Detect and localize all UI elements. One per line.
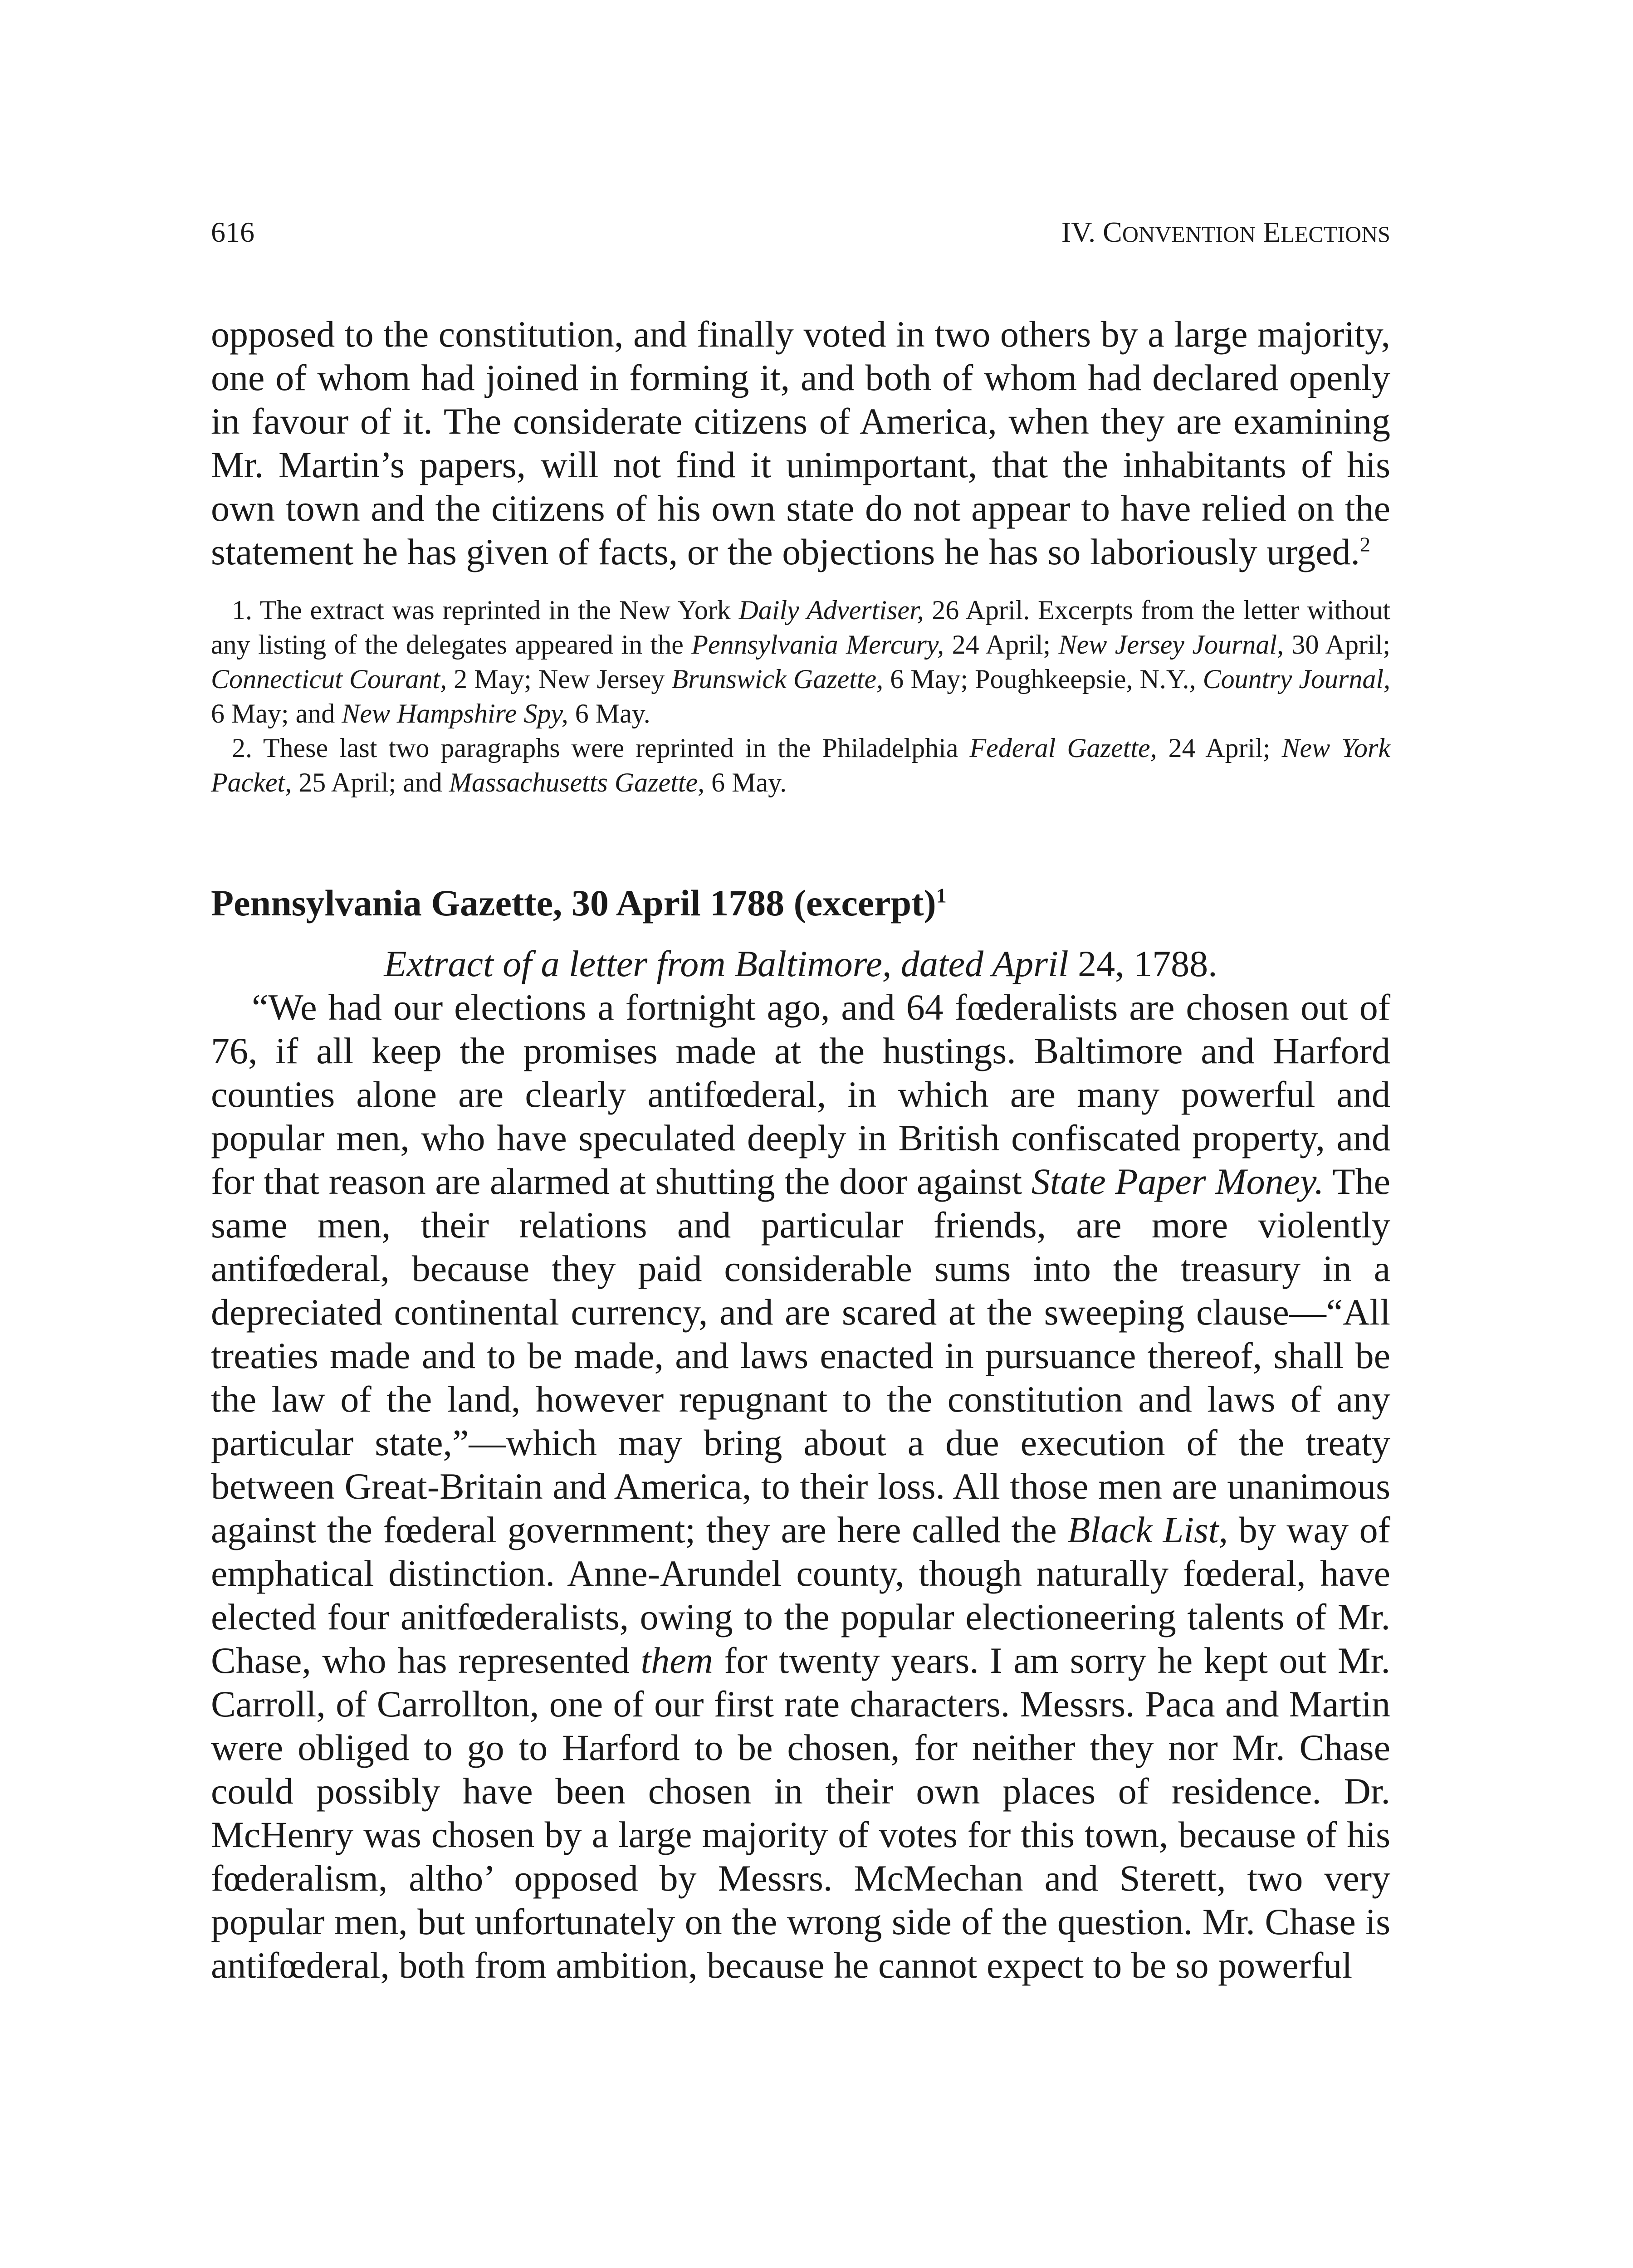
letter-dateline: Extract of a letter from Baltimore, dated April 24, 1788. (384, 943, 1217, 984)
section-heading: IV. CONVENTION ELECTIONS (1061, 216, 1390, 248)
section-footnote-ref: 1 (936, 884, 947, 907)
footnote-ref: 2 (1360, 533, 1371, 556)
running-head (211, 218, 1390, 247)
letter-text: “We had our elections a fortnight ago, and 64 fœderalists are chosen out of 76, if all keep the promises made at the hustings. Baltimore and Harford counties alone are clearly antifœderal, in which are many powerful and popular men, who have speculated deeply in British confiscated property, and for that reason are alarmed at shutting the door against State Paper Money. The same men, their relations and particular friends, are more violently antifœderal, because they paid considerable sums into the treasury in a depreciated continental currency, and are scared at the sweeping clause—“All treaties made and to be made, and laws enacted in pursuance thereof, shall be the law of the land, however repugnant to the constitution and laws of any particular state,”—which may bring about a due execution of the treaty between Great-Britain and America, to their loss. All those men are unanimous against the fœderal government; they are here called the Black List, by way of emphatical distinction. Anne-Arundel county, though naturally fœderal, have elected four anitfœderalists, owing to the popular electioneering talents of Mr. Chase, who has represented them for twenty years. I am sorry he kept out Mr. Carroll, of Carrollton, one of our first rate characters. Messrs. Paca and Martin were obliged to go to Harford to be chosen, for neither they nor Mr. Chase could possibly have been chosen in their own places of residence. Dr. McHenry was chosen by a large majority of votes for this town, because of his fœderalism, altho’ opposed by Messrs. McMechan and Sterett, two very popular men, but unfortunately on the wrong side of the question. Mr. Chase is antifœderal, both from ambition, because he cannot expect to be so powerful (211, 987, 1391, 1986)
footnotes (211, 593, 1390, 800)
page-number: 616 (211, 216, 254, 248)
footnote-2: 2. These last two paragraphs were reprinted in the Philadelphia Federal Gazette, 24 April; New York Packet, 25 April; and Massachusetts Gazette, 6 May. (211, 733, 1391, 797)
document-page (211, 218, 1390, 1987)
footnote-1: 1. The extract was reprinted in the New York Daily Advertiser, 26 April. Excerpts from the letter without any listing of the delegates appeared in the Pennsylvania Mercury, 24 April; New Jersey Journal, 30 April; Connecticut Courant, 2 May; New Jersey Brunswick Gazette, 6 May; Poughkeepsie, N.Y., Country Journal, 6 May; and New Hampshire Spy, 6 May. (211, 595, 1390, 728)
continued-paragraph: opposed to the constitution, and finally voted in two others by a large majority, one of whom had joined in forming it, and both of whom had declared openly in favour of it. The considerate citizens of America, when they are examining Mr. Martin’s papers, will not find it unimportant, that the inhabitants of his own town and the citizens of his own state do not appear to have relied on the statement he has given of facts, or the objections he has so laboriously urged.$^2$ (211, 313, 1390, 572)
section-title: Pennsylvania Gazette, 30 April 1788 (excerpt)$^1$ (211, 882, 947, 924)
